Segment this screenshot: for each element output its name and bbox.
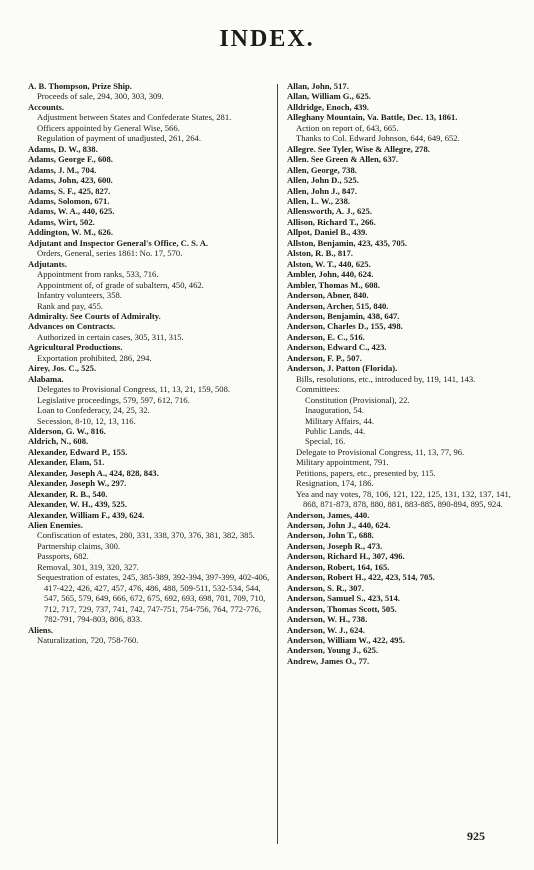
index-entry: Allison, Richard T., 266. — [287, 216, 376, 227]
index-entry: Adams, S. F., 425, 827. — [28, 185, 111, 196]
index-entry: Alleghany Mountain, Va. Battle, Dec. 13, 1861. — [287, 112, 458, 123]
index-entry: Adams, Solomon, 671. — [28, 195, 110, 206]
index-entry: Anderson, James, 440. — [287, 509, 370, 520]
index-entry: Alldridge, Enoch, 439. — [287, 101, 369, 112]
index-entry: Removal, 301, 319, 320, 327. — [37, 561, 139, 572]
index-entry: Accounts. — [28, 101, 65, 112]
index-entry: Resignation, 174, 186. — [296, 478, 374, 489]
index-entry: Adjutants. — [28, 258, 67, 269]
index-entry: Anderson, E. C., 516. — [287, 331, 365, 342]
index-entry: Anderson, Abner, 840. — [287, 290, 369, 301]
index-entry: Anderson, John T., 688. — [287, 530, 374, 541]
index-entry: Partnership claims, 300. — [37, 540, 121, 551]
index-entry: Confiscation of estates, 280, 331, 338, 370, 376, 381, 382, 385. — [37, 530, 255, 541]
index-entry: Anderson, Edward C., 423. — [287, 342, 387, 353]
index-entry: Allan, John, 517. — [287, 81, 349, 91]
index-entry: Ambler, John, 440, 624. — [287, 269, 374, 280]
index-entry: Alderson, G. W., 816. — [28, 425, 106, 436]
index-entry: Proceeds of sale, 294, 300, 303, 309. — [37, 91, 164, 102]
index-entry: Adjutant and Inspector General's Office, C. S. A. — [28, 237, 209, 248]
index-entry: Anderson, W. H., 738. — [287, 614, 368, 625]
index-entry: Exportation prohibited, 286, 294. — [37, 352, 152, 363]
index-entry: Advances on Contracts. — [28, 321, 116, 332]
index-entry: Alexander, W. H., 439, 525. — [28, 499, 127, 510]
index-entry: Allen, L. W., 238. — [287, 195, 351, 206]
index-entry: Regulation of payment of unadjusted, 261, 264. — [37, 133, 201, 144]
index-entry: Military Affairs, 44. — [305, 415, 375, 426]
index-entry: Alexander, Joseph W., 297. — [28, 478, 127, 489]
index-entry: Allan, William G., 625. — [287, 91, 371, 102]
index-entry: Appointment from ranks, 533, 716. — [37, 269, 159, 280]
index-entry: Authorized in certain cases, 305, 311, 315. — [37, 331, 184, 342]
index-entry: Adams, John, 423, 600. — [28, 175, 113, 186]
index-entry: Action on report of, 643, 665. — [296, 122, 399, 133]
index-entry: Orders, General, series 1861: No. 17, 570. — [37, 248, 183, 259]
index-entry: Anderson, Archer, 515, 840. — [287, 300, 389, 311]
column-divider — [277, 84, 278, 844]
index-entry: Sequestration of estates, 245, 385-389, 392-394, 397-399, 402-406, 417-422, 426, 427, 457, 476, 486, 488, 509-511, 532-534, 544, 547, 565, 579, 649, 666, 672, 675, 692, 693, 698, 701, 709, 710, 712, 717, 729, 737, 741, 742, 747-751, 754-756, 764, 772-776, 782-791, 794-803, 806, 833. — [37, 572, 270, 625]
index-entry: Anderson, J. Patton (Florida). — [287, 363, 398, 374]
index-entry: Anderson, F. P., 507. — [287, 352, 362, 363]
index-entry: Anderson, Richard H., 307, 496. — [287, 551, 405, 562]
index-entry: Addington, W. M., 626. — [28, 227, 114, 238]
index-entry: Constitution (Provisional), 22. — [305, 394, 410, 405]
index-entry: Naturalization, 720, 758-760. — [37, 635, 139, 646]
index-entry: Officers appointed by General Wise, 566. — [37, 122, 180, 133]
index-entry: Anderson, Samuel S., 423, 514. — [287, 593, 400, 604]
index-entry: Allston, Benjamin, 423, 435, 705. — [287, 237, 408, 248]
index-entry: Anderson, Charles D., 155, 498. — [287, 321, 403, 332]
index-entry: Military appointment, 791. — [296, 457, 389, 468]
page-title: INDEX. — [219, 26, 315, 52]
index-entry: Alexander, Elam, 51. — [28, 457, 105, 468]
index-entry: Anderson, Benjamin, 438, 647. — [287, 310, 400, 321]
index-entry: Alexander, Edward P., 155. — [28, 446, 128, 457]
index-entry: Adjustment between States and Confederate States, 281. — [37, 112, 232, 123]
index-entry: Bills, resolutions, etc., introduced by, 119, 141, 143. — [296, 373, 476, 384]
index-entry: Alston, R. B., 817. — [287, 248, 353, 259]
index-entry: Anderson, John J., 440, 624. — [287, 520, 391, 531]
index-column-left — [28, 81, 270, 645]
index-entry: Appointment of, of grade of subaltern, 450, 462. — [37, 279, 204, 290]
index-entry: Allegre. See Tyler, Wise & Allegre, 278. — [287, 143, 430, 154]
index-entry: Anderson, S. R., 307. — [287, 582, 364, 593]
index-entry: Alexander, R. B., 540. — [28, 488, 108, 499]
index-entry: Adams, W. A., 440, 625. — [28, 206, 115, 217]
index-entry: Andrew, James O., 77. — [287, 655, 370, 666]
index-entry: Allen, George, 738. — [287, 164, 357, 175]
index-entry: Adams, D. W., 838. — [28, 143, 98, 154]
index-entry: Aldrich, N., 608. — [28, 436, 89, 447]
index-entry: Alien Enemies. — [28, 520, 83, 531]
index-entry: Legislative proceedings, 579, 597, 612, 716. — [37, 394, 190, 405]
index-entry: Admiralty. See Courts of Admiralty. — [28, 310, 161, 321]
index-entry: A. B. Thompson, Prize Ship. — [28, 81, 132, 91]
index-entry: Adams, J. M., 704. — [28, 164, 97, 175]
index-entry: Special, 16. — [305, 436, 346, 447]
page-number: 925 — [467, 829, 485, 843]
index-entry: Alexander, Joseph A., 424, 828, 843. — [28, 467, 159, 478]
index-entry: Allen, John J., 847. — [287, 185, 357, 196]
index-entry: Petitions, papers, etc., presented by, 115. — [296, 467, 436, 478]
index-entry: Allensworth, A. J., 625. — [287, 206, 372, 217]
index-entry: Allpot, Daniel B., 439. — [287, 227, 368, 238]
index-entry: Anderson, Robert H., 422, 423, 514, 705. — [287, 572, 435, 583]
index-entry: Secession, 8-10, 12, 13, 116. — [37, 415, 136, 426]
index-entry: Airey, Jos. C., 525. — [28, 363, 97, 374]
index-entry: Inauguration, 54. — [305, 405, 364, 416]
index-entry: Adams, George F., 608. — [28, 154, 113, 165]
index-column-right — [287, 81, 513, 666]
index-entry: Anderson, William W., 422, 495. — [287, 635, 405, 646]
index-entry: Anderson, Robert, 164, 165. — [287, 561, 390, 572]
index-entry: Anderson, Thomas Scott, 505. — [287, 603, 397, 614]
index-entry: Delegates to Provisional Congress, 11, 13, 21, 159, 508. — [37, 384, 231, 395]
index-entry: Committees: — [296, 384, 340, 395]
index-entry: Aliens. — [28, 624, 54, 635]
index-entry: Passports, 682. — [37, 551, 89, 562]
index-entry: Thanks to Col. Edward Johnson, 644, 649, 652. — [296, 133, 460, 144]
index-entry: Rank and pay, 455. — [37, 300, 104, 311]
index-entry: Public Lands, 44. — [305, 425, 366, 436]
index-entry: Anderson, Joseph R., 473. — [287, 540, 383, 551]
index-entry: Yea and nay votes, 78, 106, 121, 122, 125, 131, 132, 137, 141, 868, 871-873, 878, 880, 881, 883-885, 890-894, 895, 924. — [296, 488, 511, 510]
index-entry: Alexander, William F., 439, 624. — [28, 509, 145, 520]
index-entry: Adams, Wirt, 502. — [28, 216, 95, 227]
index-entry: Allen. See Green & Allen, 637. — [287, 154, 399, 165]
index-entry: Infantry volunteers, 358. — [37, 290, 122, 301]
index-entry: Delegate to Provisional Congress, 11, 13, 77, 96. — [296, 446, 465, 457]
index-entry: Ambler, Thomas M., 608. — [287, 279, 380, 290]
index-entry: Agricultural Productions. — [28, 342, 123, 353]
index-entry: Anderson, Young J., 625. — [287, 645, 379, 656]
index-entry: Anderson, W. J., 624. — [287, 624, 365, 635]
index-entry: Alston, W. T., 440, 625. — [287, 258, 371, 269]
index-entry: Allen, John D., 525. — [287, 175, 359, 186]
index-entry: Alabama. — [28, 373, 64, 384]
index-entry: Loan to Confederacy, 24, 25, 32. — [37, 405, 150, 416]
